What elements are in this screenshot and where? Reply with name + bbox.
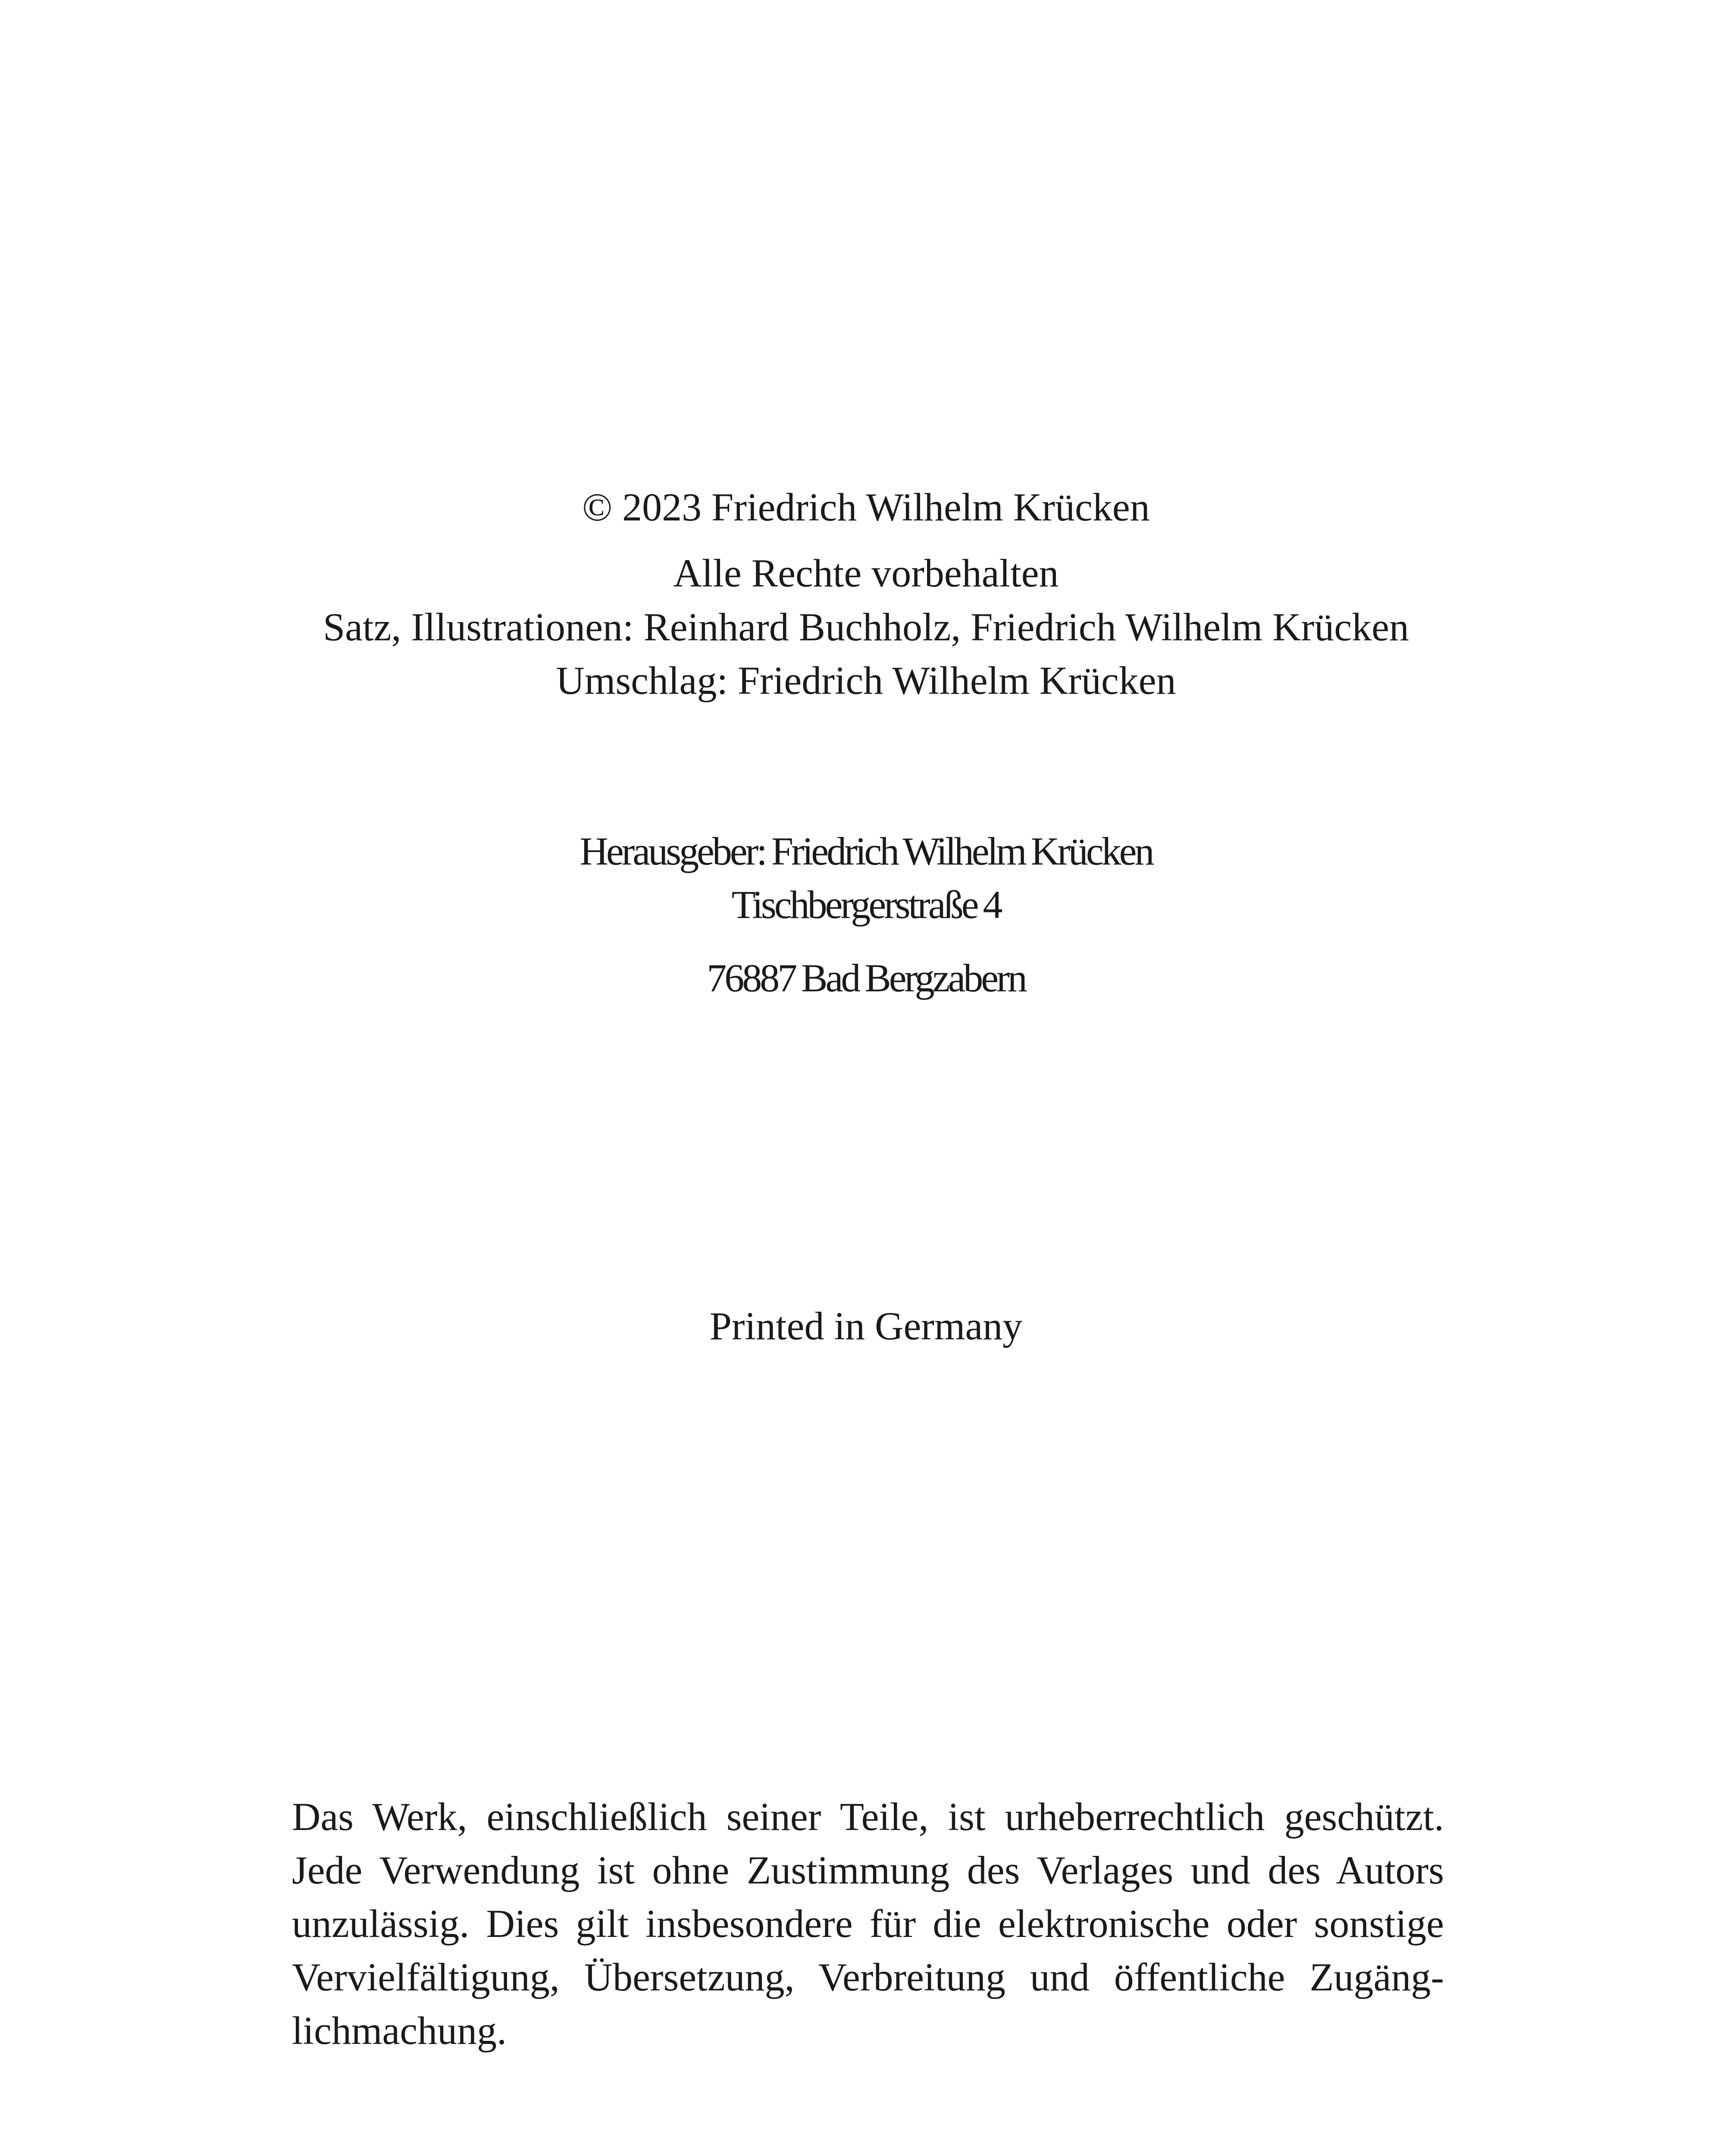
credits-line: Satz, Illustrationen: Reinhard Buchholz, Friedrich Wilhelm Krücken (323, 605, 1409, 649)
publisher-street: Tischbergerstraße 4 (731, 883, 1001, 927)
copyright-line: © 2023 Friedrich Wilhelm Krücken (582, 485, 1150, 529)
publisher-city: 76887 Bad Bergzabern (707, 956, 1025, 1000)
printed-in-line: Printed in Germany (709, 1304, 1023, 1348)
copyright-notice-paragraph: Das Werk, einschließlich seiner Teile, ist urheberrechtlich geschützt. Jede Verwendung ist ohne Zustimmung des Verlages und des Autors unzulässig. Dies gilt insbesondere für die elektronische oder sonstige Vervielfältigung, Übersetzung, Verbreitung und öffentliche Zugäng-lichmachung. (292, 1795, 1444, 2053)
publisher-name: Herausgeber: Friedrich Wilhelm Krücken (579, 829, 1153, 873)
cover-credit-line: Umschlag: Friedrich Wilhelm Krücken (556, 658, 1176, 702)
rights-reserved-line: Alle Rechte vorbehalten (673, 551, 1059, 595)
